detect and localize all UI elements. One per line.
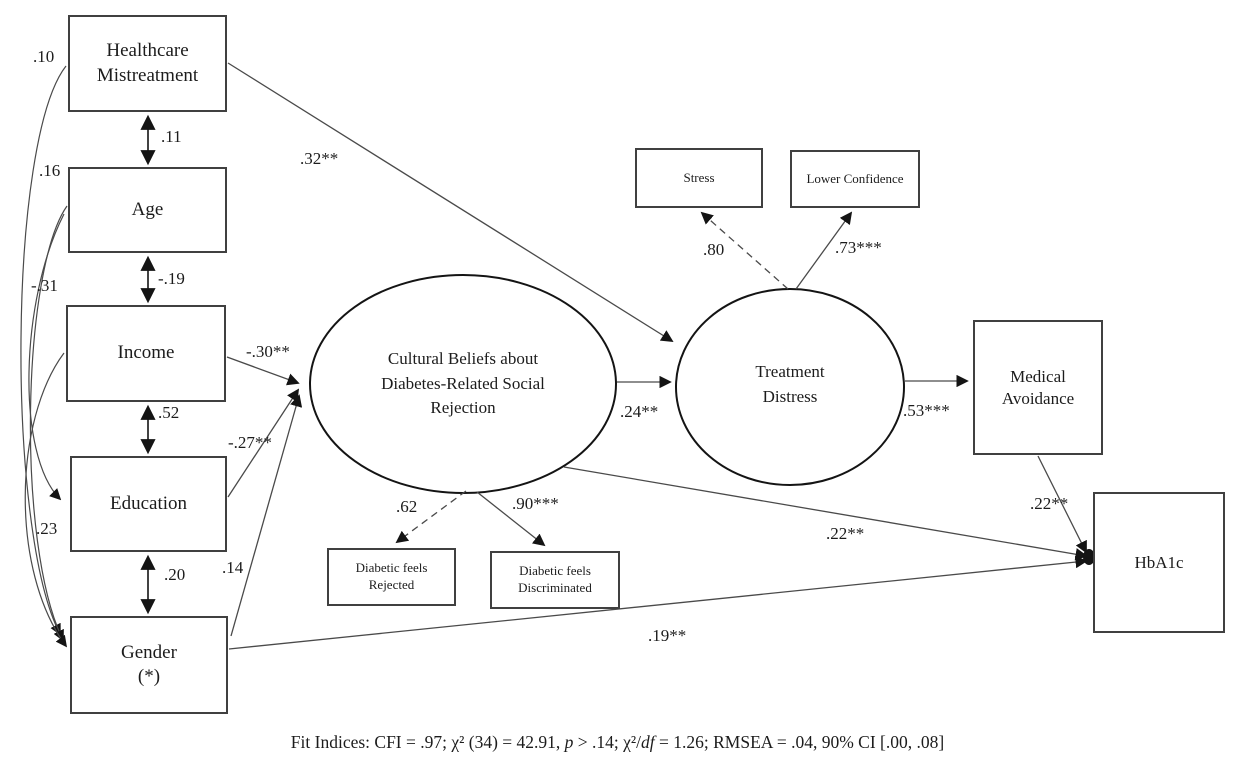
node-label: Diabetic feels	[355, 560, 428, 576]
node-medical-avoidance	[973, 320, 1103, 455]
node-stress	[635, 148, 763, 208]
fit-note-text: = 1.26; RMSEA = .04, 90% CI [.00, .08]	[654, 732, 945, 752]
coef-medical-avoidance-to-hba1c: .22**	[1030, 494, 1069, 513]
node-label: Mistreatment	[96, 64, 199, 86]
coef-cultural-beliefs-to-treatment-distress: .24**	[620, 402, 659, 421]
node-label: Avoidance	[1001, 388, 1075, 408]
node-label: Stress	[683, 169, 715, 185]
coef-income-to-cultural-beliefs: -.30**	[246, 342, 290, 361]
node-lower-confidence	[790, 150, 920, 208]
node-label: Healthcare	[106, 40, 189, 62]
node-label: (*)	[137, 666, 161, 687]
node-label: Diabetes-Related Social	[381, 373, 545, 393]
node-label: Lower Confidence	[806, 170, 904, 186]
node-label: Distress	[762, 387, 818, 406]
cov-hm-gender-value: .10	[33, 47, 55, 66]
coef-hm-to-treatment-distress: .32**	[300, 149, 339, 168]
node-treatment-distress	[715, 345, 865, 425]
node-label: Rejected	[368, 577, 415, 592]
node-label: Cultural Beliefs about	[387, 349, 539, 369]
path-gender-to-cultural-beliefs	[231, 396, 299, 636]
fit-note-text: > .14; χ²/	[573, 732, 642, 752]
node-cultural-beliefs	[338, 327, 588, 441]
cov-income-education-value: .52	[158, 403, 180, 422]
cov-hm-gender-curve	[21, 66, 66, 634]
node-income	[66, 305, 226, 402]
cov-hm-age-value: .11	[161, 127, 182, 146]
path-hm-to-treatment-distress	[228, 63, 672, 341]
fit-note-df: df	[641, 732, 655, 752]
node-hba1c	[1093, 492, 1225, 633]
cov-age-gender-curve	[30, 206, 67, 640]
coef-treatment-distress-to-stress: .80	[703, 240, 725, 259]
coef-treatment-distress-to-lower-confidence: .73***	[835, 238, 882, 257]
node-label: Education	[109, 492, 188, 514]
coef-cultural-beliefs-to-discriminated: .90***	[512, 494, 559, 513]
fit-indices-note	[0, 732, 1235, 753]
node-diabetic-feels-discriminated	[490, 551, 620, 609]
node-label: Diabetic feels	[519, 563, 591, 579]
coef-education-to-cultural-beliefs: -.27**	[228, 433, 272, 452]
node-diabetic-feels-rejected	[327, 548, 456, 606]
node-label: Medical	[1010, 366, 1066, 386]
node-label: Treatment	[755, 362, 825, 382]
coef-gender-to-hba1c: .19**	[648, 626, 687, 645]
node-label: HbA1c	[1134, 552, 1184, 572]
node-label: Age	[131, 198, 164, 220]
node-gender	[70, 616, 228, 714]
cov-age-income-value: -.19	[158, 269, 185, 288]
fit-note-p: p	[564, 732, 574, 752]
node-education	[70, 456, 227, 552]
cov-age-education-value: -.31	[31, 276, 58, 295]
node-label: Rejection	[430, 398, 496, 418]
coef-treatment-distress-to-medical-avoidance: .53***	[903, 401, 950, 420]
coef-cultural-beliefs-to-rejected: .62	[396, 497, 418, 516]
cov-age-gender-value: .16	[39, 161, 61, 180]
cov-income-gender-value: .23	[36, 519, 58, 538]
cov-age-education-curve	[29, 214, 64, 499]
node-age	[68, 167, 227, 253]
cov-education-gender-value: .20	[164, 565, 186, 584]
fit-note-text: Fit Indices: CFI = .97; χ² (34) = 42.91,	[290, 732, 565, 752]
node-label: Discriminated	[518, 580, 592, 595]
node-label: Income	[117, 342, 175, 364]
node-label: Gender	[121, 641, 177, 663]
node-healthcare-mistreatment	[68, 15, 227, 112]
coef-gender-to-cultural-beliefs: .14	[222, 558, 244, 577]
coef-cultural-beliefs-to-hba1c: .22**	[826, 524, 865, 543]
